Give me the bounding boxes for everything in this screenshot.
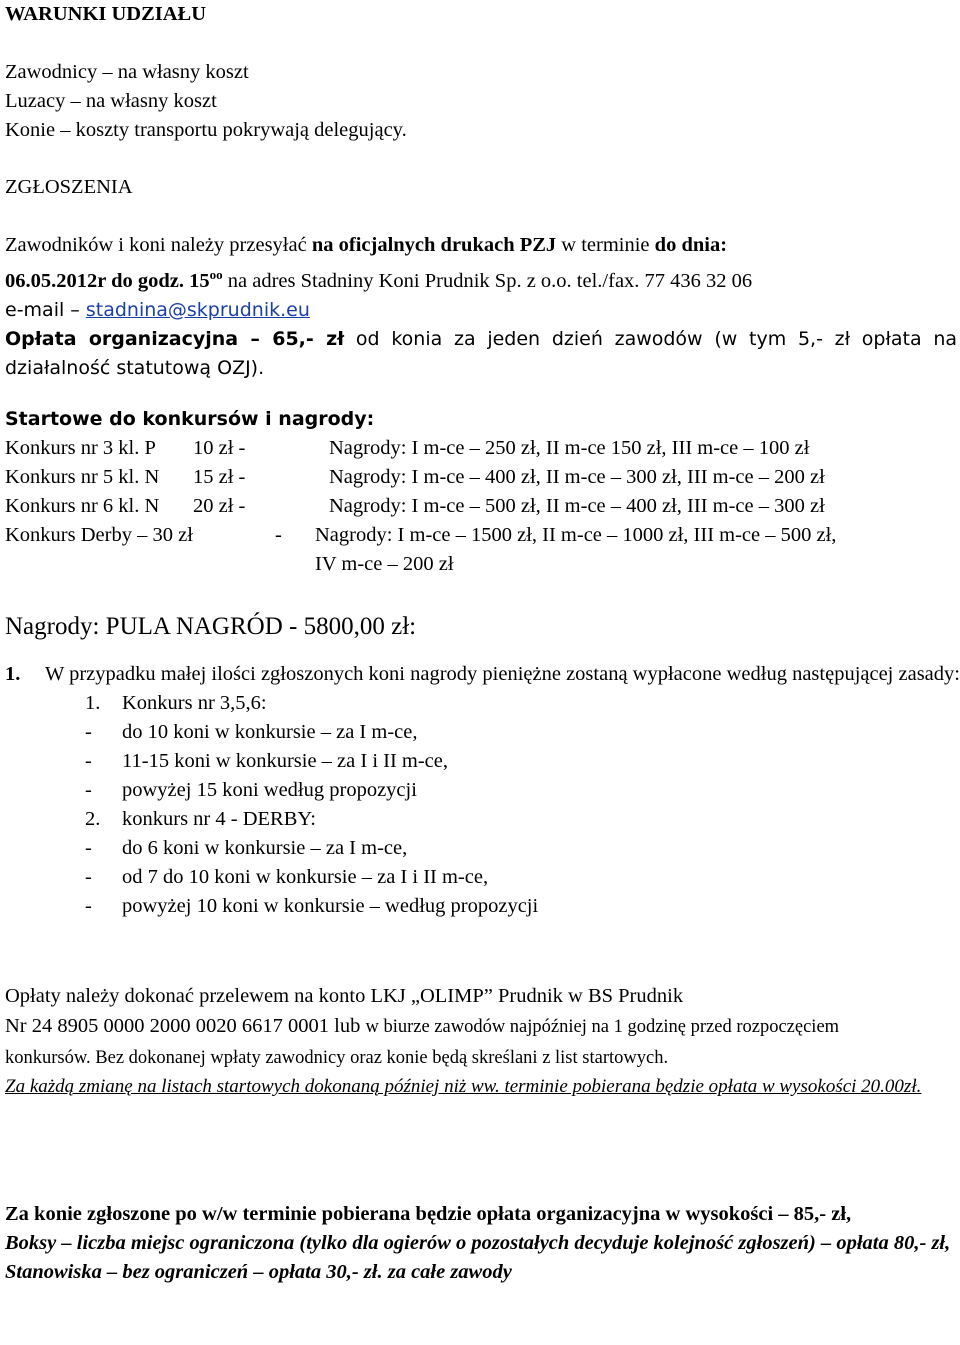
payment-line1: Opłaty należy dokonać przelewem na konto LKJ „OLIMP” Prudnik w BS Prudnik [5, 985, 684, 1007]
start-row-fee: 15 zł - [193, 466, 246, 488]
start-row [5, 492, 836, 521]
payment-deadline: w biurze zawodów najpóźniej na 1 godzinę przed rozpoczęciem konkursów. Bez dokonanej wpłaty zawodnicy oraz konie będą skreślani z list startowych. [5, 1017, 840, 1068]
list-item: - powyżej 15 koni według propozycji [85, 779, 417, 801]
entries-deadline-label: do dnia: [654, 234, 728, 256]
entries-email-line [5, 296, 957, 325]
entries-address: na adres Stadniny Koni Prudnik Sp. z o.o. tel./fax. 77 436 32 06 [222, 269, 753, 292]
entries-block [5, 231, 957, 383]
derby-fee: - [275, 524, 282, 546]
sub2-number: 2. [85, 808, 101, 830]
rule-intro: W przypadku małej ilości zgłoszonych koni nagrody pieniężne zostaną wypłacone według następującej zasady: [45, 663, 960, 685]
list-item: - do 6 koni w konkursie – za I m-ce, [85, 837, 408, 859]
sub1-heading [85, 689, 960, 718]
start-row-derby [5, 521, 836, 550]
list-item: - do 10 koni w konkursie – za I m-ce, [85, 721, 418, 743]
fee-amount: Opłata organizacyjna – 65,- zł [5, 327, 345, 350]
starts-heading: Startowe do konkursów i nagrody: [5, 408, 375, 430]
change-fee-notice: Za każdą zmianę na listach startowych dokonaną później niż ww. terminie pobierana będzie opłata w wysokości 20.00zł. [5, 1076, 922, 1097]
entries-text [5, 231, 957, 260]
stalls-fee: Stanowiska – bez ograniczeń – opłata 30,- zł. za całe zawody [5, 1261, 512, 1283]
derby-prizes-cont: IV m-ce – 200 zł [315, 553, 454, 575]
starts-table [5, 434, 836, 579]
prize-pool: Nagrody: PULA NAGRÓD - 5800,00 zł: [5, 613, 417, 640]
rules-block [5, 660, 960, 921]
sub1-label: Konkurs nr 3,5,6: [122, 692, 267, 714]
start-row-prizes: Nagrody: I m-ce – 400 zł, II m-ce – 300 zł, III m-ce – 200 zł [329, 466, 825, 488]
start-row [5, 434, 836, 463]
start-row-derby-cont [5, 550, 836, 579]
payment-account [5, 1011, 925, 1074]
sub1-number: 1. [85, 692, 101, 714]
cost-riders: Zawodnicy – na własny koszt [5, 61, 249, 83]
cost-horses: Konie – koszty transportu pokrywają delegujący. [5, 119, 407, 141]
list-item: - powyżej 10 koni w konkursie – według propozycji [85, 895, 539, 917]
derby-prizes: Nagrody: I m-ce – 1500 zł, II m-ce – 1000 zł, III m-ce – 500 zł, [315, 524, 837, 546]
rule-item [5, 660, 960, 689]
sub2-label: konkurs nr 4 - DERBY: [122, 808, 316, 830]
start-row-fee: 20 zł - [193, 495, 246, 517]
entries-date: 06.05.2012r do godz. 15 [5, 269, 210, 292]
derby-name: Konkurs Derby – 30 zł [5, 524, 193, 546]
email-link[interactable]: stadnina@skprudnik.eu [85, 298, 310, 321]
fee-paragraph [5, 325, 957, 383]
email-label: e-mail – [5, 298, 86, 321]
rule-number: 1. [5, 663, 21, 685]
entries-heading: ZGŁOSZENIA [5, 176, 133, 198]
start-row [5, 463, 836, 492]
start-row-prizes: Nagrody: I m-ce – 500 zł, II m-ce – 400 zł, III m-ce – 300 zł [329, 495, 825, 517]
start-row-name: Konkurs nr 3 kl. P [5, 437, 156, 459]
entries-line1-a: Zawodników i koni należy przesyłać [5, 234, 312, 256]
costs-list [5, 58, 407, 145]
boxes-fee: Boksy – liczba miejsc ograniczona (tylko dla ogierów o pozostałych decyduje kolejność zgłoszeń) – opłata 80,- zł, [5, 1232, 951, 1254]
start-row-prizes: Nagrody: I m-ce – 250 zł, II m-ce 150 zł, III m-ce – 100 zł [329, 437, 810, 459]
cost-grooms: Luzacy – na własny koszt [5, 90, 217, 112]
section-title: WARUNKI UDZIAŁU [5, 3, 207, 25]
late-entry-fee: Za konie zgłoszone po w/w terminie pobierana będzie opłata organizacyjna w wysokości – 85,- zł, [5, 1203, 852, 1225]
start-row-fee: 10 zł - [193, 437, 246, 459]
account-number: Nr 24 8905 0000 2000 0020 6617 0001 lub [5, 1015, 366, 1037]
rule-sub1 [5, 689, 960, 921]
sub2-heading [85, 805, 960, 834]
start-row-name: Konkurs nr 5 kl. N [5, 466, 160, 488]
start-row-name: Konkurs nr 6 kl. N [5, 495, 160, 517]
late-fees-block [5, 1200, 960, 1287]
entries-forms: na oficjalnych drukach PZJ [311, 234, 557, 256]
entries-line2 [5, 260, 957, 296]
payment-block [5, 982, 922, 1100]
entries-time-sup: oo [209, 267, 223, 282]
entries-line1-c: w terminie [556, 234, 655, 256]
fee-description: od konia za jeden dzień zawodów (w tym 5,- zł opłata na działalność statutową OZJ). [5, 327, 957, 379]
list-item: - 11-15 koni w konkursie – za I i II m-ce, [85, 750, 449, 772]
list-item: - od 7 do 10 koni w konkursie – za I i II m-ce, [85, 866, 489, 888]
